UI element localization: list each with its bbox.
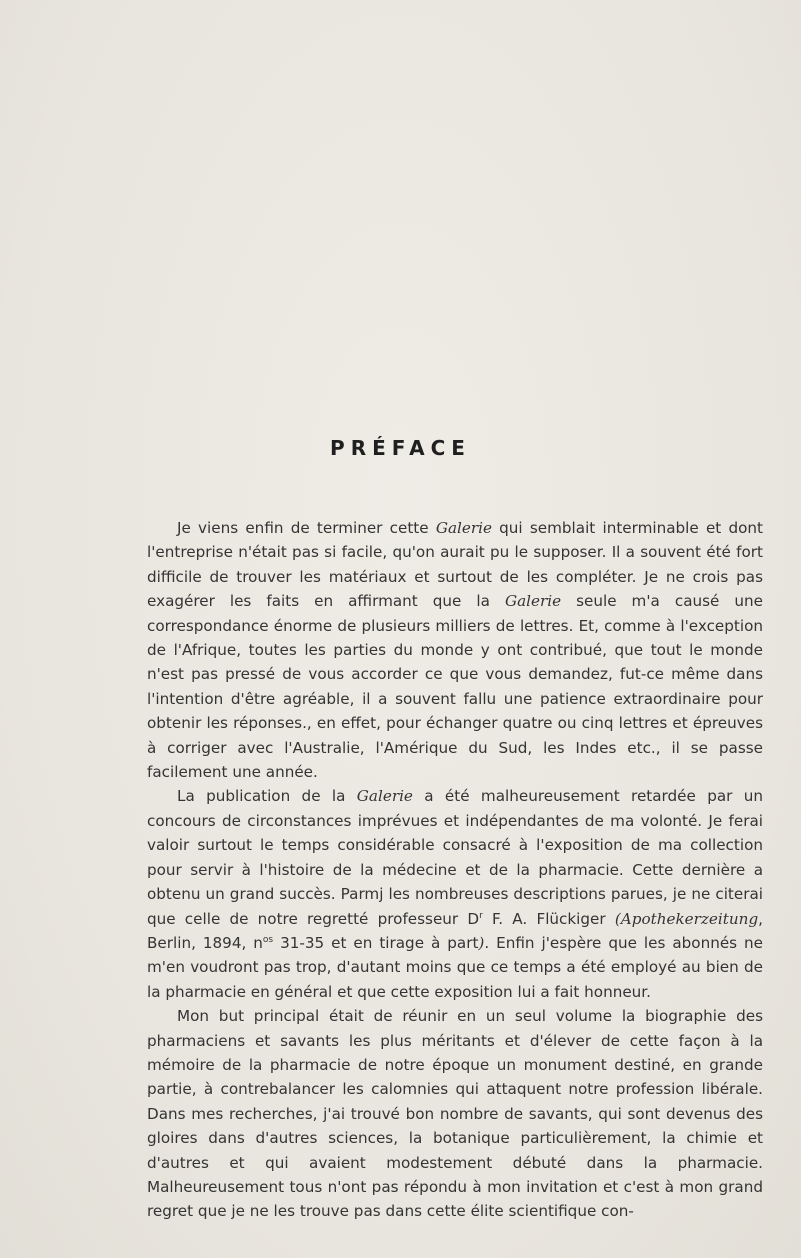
text-run: , Berlin, 1894, n [147,909,763,952]
superscript: os [262,934,274,945]
text-run: Je viens enfin de terminer cette [177,519,436,537]
text-run: seule m'a causé une correspondance énorme de plusieurs milliers de lettres. Et, comme à l'exception de l'Afrique, toutes les parties du monde y ont contribué, que tout le monde n'est pas pressé de vous accorder ce que vous demandez, fut-ce même dans l'intention d'être agréable, il a souvent fallu une patience extraordinaire pour obtenir les réponses., en effet, pour échanger quatre ou cinq lettres et épreuves à corriger avec l'Australie, l'Amérique du Sud, les Indes etc., il se passe facilement une année. [147,592,763,782]
text-run: a été malheureusement retardée par un concours de circonstances imprévues et indépendantes de ma volonté. Je ferai valoir surtout le temps considérable consacré à l'exposition de ma collection pour servir à l'histoire de la médecine et de la pharmacie. Cette dernière a obtenu un grand succès. Parmj les nombreuses descriptions parues, je ne citerai que celle de notre regretté professeur D [147,787,764,928]
superscript: r [479,910,483,921]
page-title: PRÉFACE [330,436,471,460]
italic-text: Galerie [504,592,562,611]
text-run: La publication de la [177,787,357,806]
italic-text: Galerie [435,519,492,537]
italic-text: ) [478,933,485,952]
text-run: . Enfin j'espère que les abonnés ne m'en voudront pas trop, d'autant moins que ce temps a été employé au bien de la pharmacie en général et que cette exposition lui a fait honneur. [147,933,763,1001]
text-run: F. A. Flückiger [482,909,615,928]
preface-body [147,516,763,1224]
text-run: qui semblait interminable et dont l'entreprise n'était pas si facile, qu'on aurait pu le supposer. Il a souvent été fort difficile de trouver les matériaux et surtout de les compléter. Je ne crois pas exagérer les faits en affirmant que la [147,519,763,611]
paragraph [147,784,763,1004]
italic-text: (Apothekerzeitung [614,909,759,928]
paragraph [147,516,763,784]
paragraph [147,1004,763,1224]
text-run: Mon but principal était de réunir en un seul volume la biographie des pharmaciens et savants les plus méritants et d'élever de cette façon à la mémoire de la pharmacie de notre époque un monument destiné, en grande partie, à contrebalancer les calomnies qui attaquent notre profession libérale. Dans mes recherches, j'ai trouvé bon nombre de savants, qui sont devenus des gloires dans d'autres sciences, la botanique particulièrement, la chimie et d'autres et qui avaient modestement débuté dans la pharmacie. Malheureusement tous n'ont pas répondu à mon invitation et c'est à mon grand regret que je ne les trouve pas dans cette élite scientifique con- [147,1007,763,1221]
italic-text: Galerie [356,787,413,806]
text-run: 31-35 et en tirage à part [273,933,479,952]
